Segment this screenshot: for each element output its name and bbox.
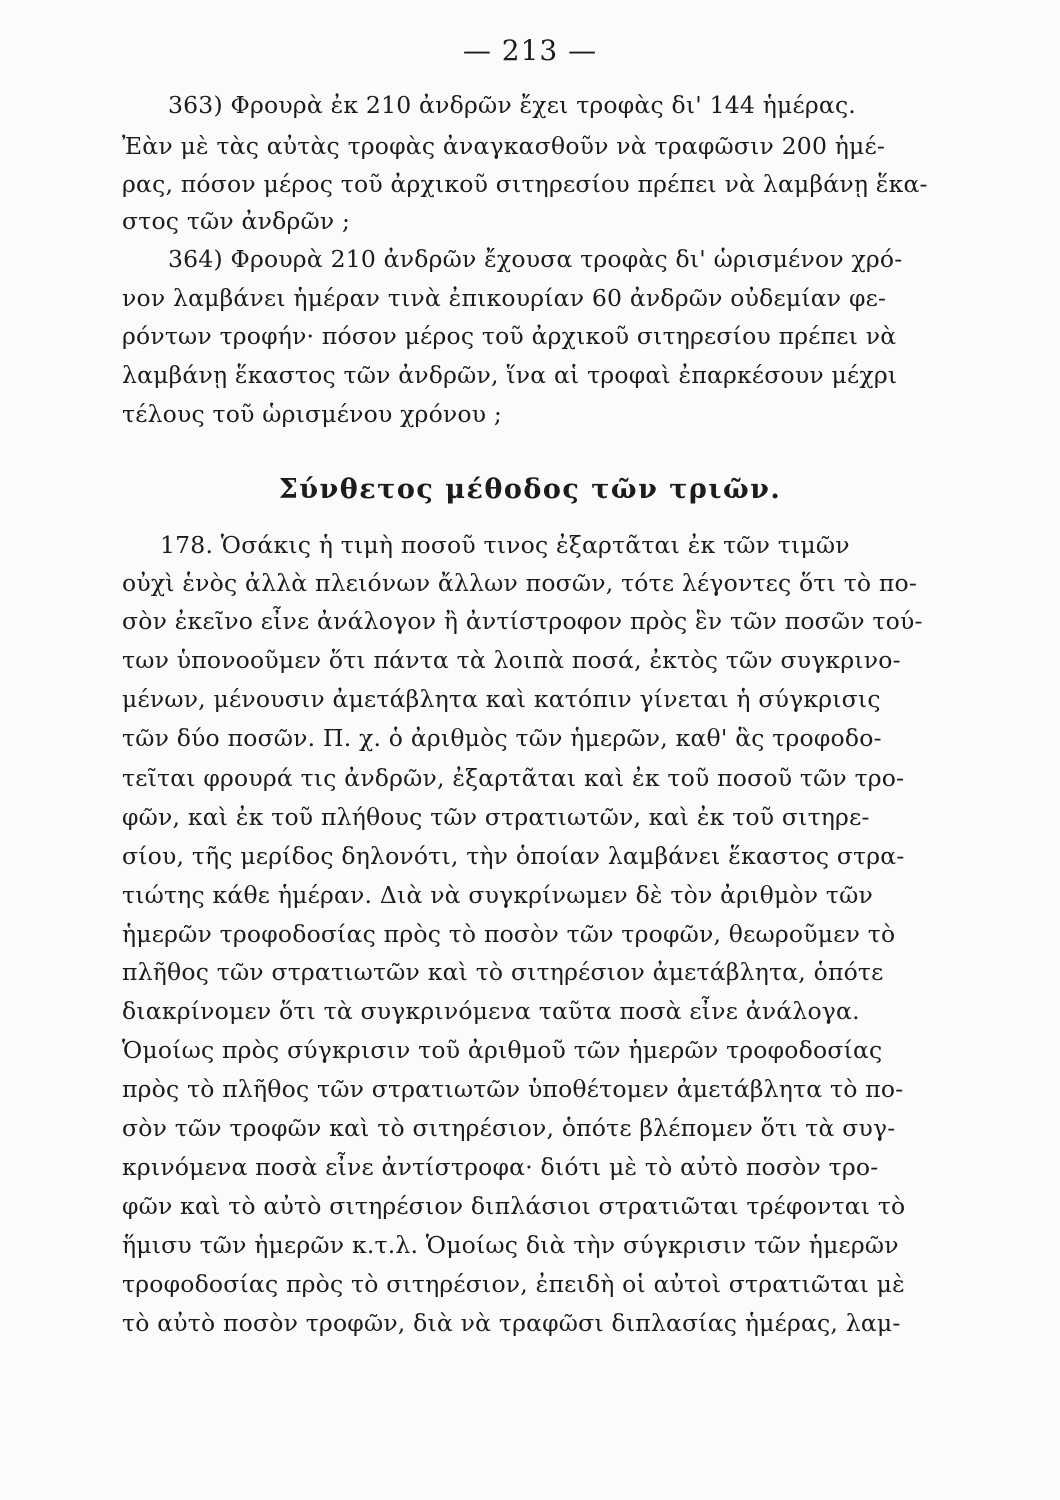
text-line: πλῆθος τῶν στρατιωτῶν καὶ τὸ σιτηρέσιον ἀμετάβλητα, ὁπότε (122, 958, 884, 986)
text-line: τέλους τοῦ ὡρισμένου χρόνου ; (122, 400, 503, 428)
text-line: πρὸς τὸ πλῆθος τῶν στρατιωτῶν ὑποθέτομεν ἀμετάβλητα τὸ πο- (122, 1075, 904, 1103)
text-line: κρινόμενα ποσὰ εἶνε ἀντίστροφα· διότι μὲ τὸ αὐτὸ ποσὸν τρο- (122, 1153, 879, 1181)
text-line: σὸν τῶν τροφῶν καὶ τὸ σιτηρέσιον, ὁπότε βλέπομεν ὅτι τὰ συγ- (122, 1114, 896, 1142)
section-title: Σύνθετος μέθοδος τῶν τριῶν. (278, 474, 782, 505)
page-number: — 213 — (462, 34, 598, 67)
text-line: ρόντων τροφήν· πόσον μέρος τοῦ ἀρχικοῦ σιτηρεσίου πρέπει νὰ (122, 322, 897, 350)
text-line: τιώτης κάθε ἡμέραν. Διὰ νὰ συγκρίνωμεν δὲ τὸν ἀριθμὸν τῶν (122, 881, 873, 909)
text-line: στος τῶν ἀνδρῶν ; (122, 207, 351, 235)
text-line: μένων, μένουσιν ἀμετάβλητα καὶ κατόπιν γίνεται ἡ σύγκρισις (122, 685, 881, 713)
text-line: των ὑπονοοῦμεν ὅτι πάντα τὰ λοιπὰ ποσά, ἐκτὸς τῶν συγκρινο- (122, 646, 901, 674)
text-line: 364) Φρουρὰ 210 ἀνδρῶν ἔχουσα τροφὰς δι' ὡρισμένον χρό- (168, 245, 903, 273)
text-line: τεῖται φρουρά τις ἀνδρῶν, ἐξαρτᾶται καὶ ἐκ τοῦ ποσοῦ τῶν τρο- (122, 764, 905, 792)
text-line: ἡμερῶν τροφοδοσίας πρὸς τὸ ποσὸν τῶν τροφῶν, θεωροῦμεν τὸ (122, 920, 896, 948)
text-line: ρας, πόσον μέρος τοῦ ἀρχικοῦ σιτηρεσίου πρέπει νὰ λαμβάνῃ ἕκα- (122, 170, 928, 198)
text-line: τὸ αὐτὸ ποσὸν τροφῶν, διὰ νὰ τραφῶσι διπλασίας ἡμέρας, λαμ- (122, 1309, 901, 1337)
text-line: φῶν καὶ τὸ αὐτὸ σιτηρέσιον διπλάσιοι στρατιῶται τρέφονται τὸ (122, 1192, 906, 1220)
text-line: διακρίνομεν ὅτι τὰ συγκρινόμενα ταῦτα ποσὰ εἶνε ἀνάλογα. (122, 997, 860, 1025)
text-line: τῶν δύο ποσῶν. Π. χ. ὁ ἀριθμὸς τῶν ἡμερῶν, καθ' ἃς τροφοδο- (122, 724, 882, 752)
text-line: ἥμισυ τῶν ἡμερῶν κ.τ.λ. Ὁμοίως διὰ τὴν σύγκρισιν τῶν ἡμερῶν (122, 1231, 899, 1259)
text-line: λαμβάνῃ ἕκαστος τῶν ἀνδρῶν, ἵνα αἱ τροφαὶ ἐπαρκέσουν μέχρι (122, 361, 898, 389)
text-line: σὸν ἐκεῖνο εἶνε ἀνάλογον ἢ ἀντίστροφον πρὸς ἓν τῶν ποσῶν τού- (122, 607, 923, 635)
text-line: Ὁμοίως πρὸς σύγκρισιν τοῦ ἀριθμοῦ τῶν ἡμερῶν τροφοδοσίας (122, 1036, 883, 1064)
text-line: τροφοδοσίας πρὸς τὸ σιτηρέσιον, ἐπειδὴ οἱ αὐτοὶ στρατιῶται μὲ (122, 1270, 905, 1298)
text-line: σίου, τῆς μερίδος δηλονότι, τὴν ὁποίαν λαμβάνει ἕκαστος στρα- (122, 842, 905, 870)
text-line: φῶν, καὶ ἐκ τοῦ πλήθους τῶν στρατιωτῶν, καὶ ἐκ τοῦ σιτηρε- (122, 803, 870, 831)
text-line: Ἐὰν μὲ τὰς αὐτὰς τροφὰς ἀναγκασθοῦν νὰ τραφῶσιν 200 ἡμέ- (122, 132, 886, 160)
text-line: 363) Φρουρὰ ἐκ 210 ἀνδρῶν ἔχει τροφὰς δι' 144 ἡμέρας. (168, 91, 856, 119)
text-line: νον λαμβάνει ἡμέραν τινὰ ἐπικουρίαν 60 ἀνδρῶν οὐδεμίαν φε- (122, 284, 887, 312)
text-line: 178. Ὁσάκις ἡ τιμὴ ποσοῦ τινος ἐξαρτᾶται ἐκ τῶν τιμῶν (160, 531, 850, 559)
text-line: οὐχὶ ἑνὸς ἀλλὰ πλειόνων ἄλλων ποσῶν, τότε λέγοντες ὅτι τὸ πο- (122, 569, 918, 597)
